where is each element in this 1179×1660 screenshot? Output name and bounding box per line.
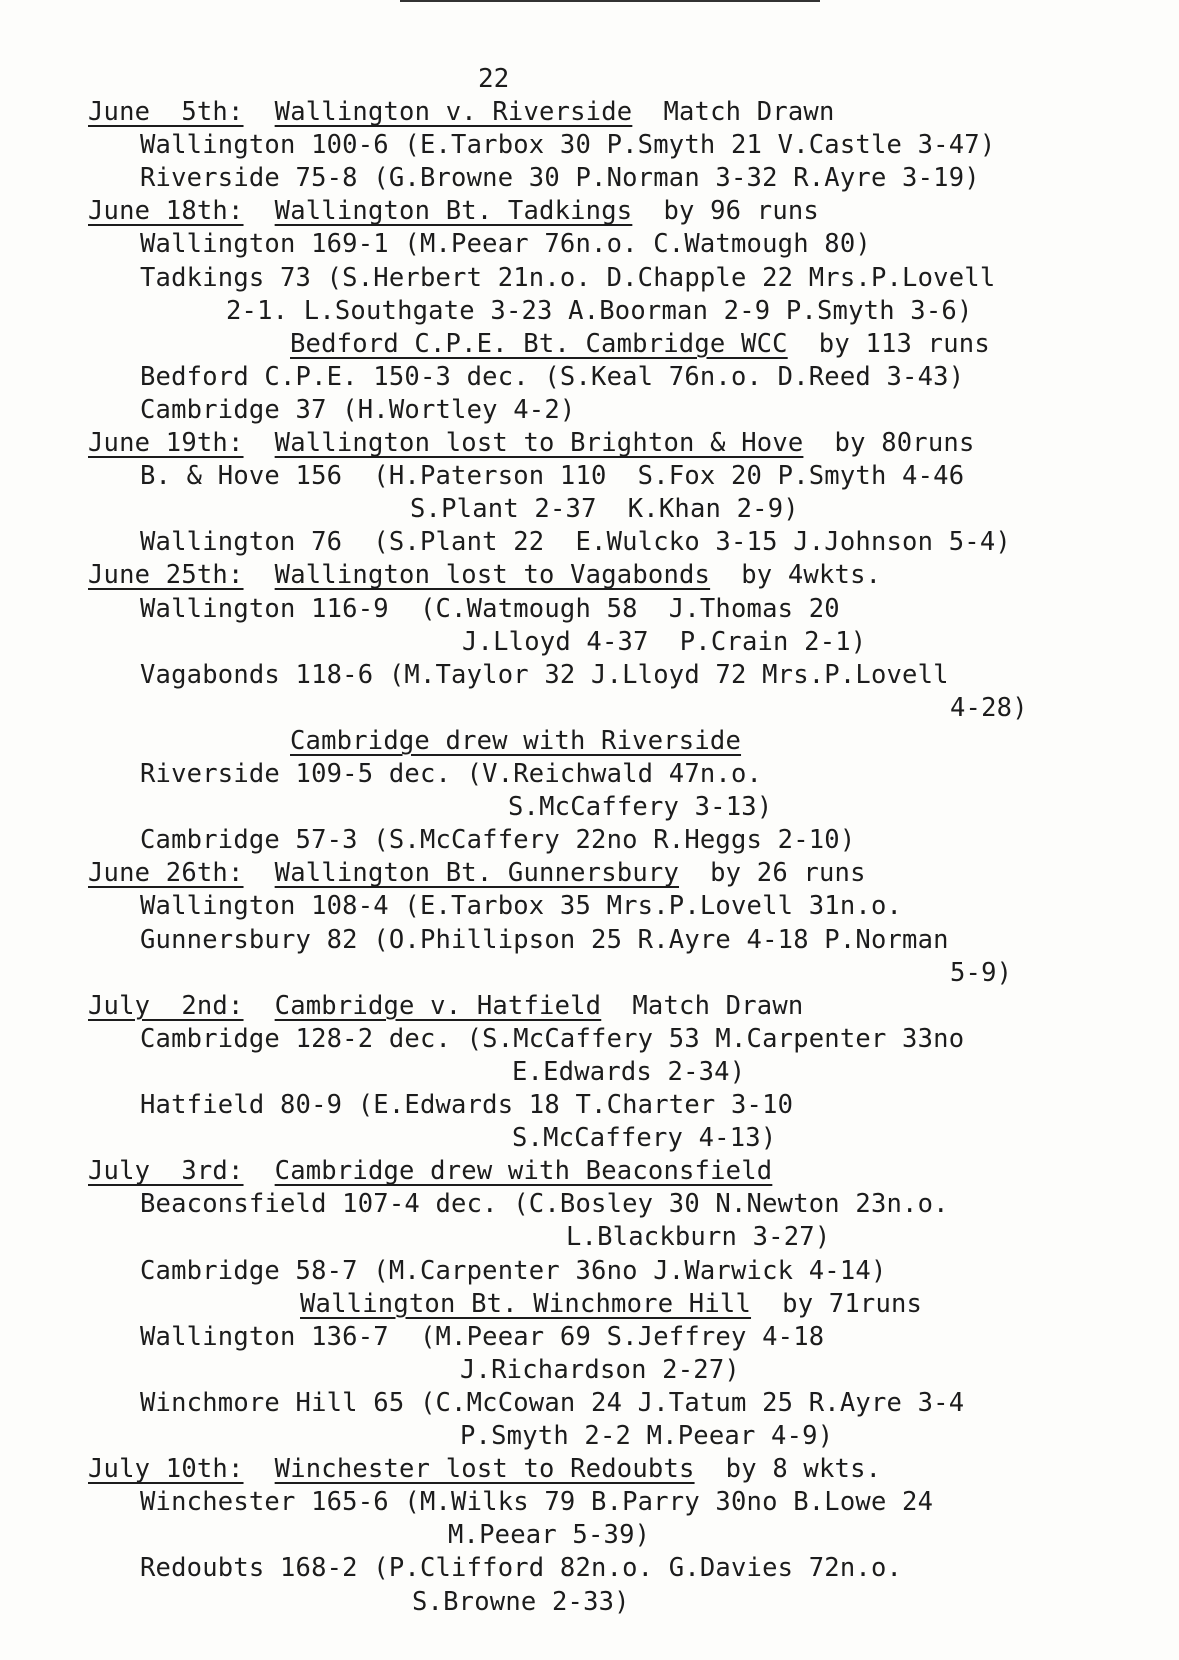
score-line: J.Lloyd 4-37 P.Crain 2-1) (462, 626, 867, 657)
score-line: 2-1. L.Southgate 3-23 A.Boorman 2-9 P.Smyth 3-6) (226, 295, 973, 326)
score-line: Riverside 75-8 (G.Browne 30 P.Norman 3-32 R.Ayre 3-19) (140, 163, 980, 194)
score-line: S.McCaffery 4-13) (512, 1123, 777, 1154)
match-date: July 10th: (88, 1454, 244, 1485)
score-line: B. & Hove 156 (H.Paterson 110 S.Fox 20 P.Smyth 4-46 (140, 461, 965, 492)
match-heading (88, 857, 866, 889)
match-date: June 19th: (88, 428, 244, 458)
match-title: Cambridge drew with Beaconsfield (274, 1156, 773, 1187)
score-line: Wallington 169-1 (M.Peear 76n.o. C.Watmough 80) (140, 229, 871, 260)
match-title: Winchester lost to Redoubts (274, 1454, 695, 1485)
score-line: Gunnersbury 82 (O.Phillipson 25 R.Ayre 4-18 P.Norman (140, 924, 949, 955)
score-line: Redoubts 168-2 (P.Clifford 82n.o. G.Davies 72n.o. (140, 1553, 903, 1584)
match-result: by 71runs (782, 1288, 923, 1319)
match-heading (290, 328, 990, 360)
score-line: Wallington 116-9 (C.Watmough 58 J.Thomas 20 (140, 593, 840, 624)
match-result: by 26 runs (710, 858, 866, 889)
match-date: June 25th: (88, 560, 244, 591)
score-line: Winchmore Hill 65 (C.McCowan 24 J.Tatum 25 R.Ayre 3-4 (140, 1387, 965, 1418)
match-title: Wallington Bt. Winchmore Hill (300, 1288, 752, 1319)
match-result: by 8 wkts. (725, 1454, 882, 1485)
score-line: J.Richardson 2-27) (460, 1354, 740, 1385)
match-heading (290, 725, 741, 757)
match-date: July 3rd: (88, 1156, 244, 1187)
match-date: July 2nd: (88, 990, 244, 1021)
match-heading (88, 96, 835, 128)
match-result: by 96 runs (663, 196, 819, 227)
match-result: Match Drawn (632, 990, 804, 1021)
score-line: Bedford C.P.E. 150-3 dec. (S.Keal 76n.o. D.Reed 3-43) (140, 361, 965, 392)
score-line: Cambridge 128-2 dec. (S.McCaffery 53 M.Carpenter 33no (140, 1023, 965, 1054)
match-heading (88, 1453, 881, 1485)
score-line: Winchester 165-6 (M.Wilks 79 B.Parry 30no B.Lowe 24 (140, 1487, 934, 1518)
match-heading (88, 990, 803, 1022)
score-line: L.Blackburn 3-27) (566, 1222, 831, 1253)
score-line: Cambridge 37 (H.Wortley 4-2) (140, 394, 576, 425)
match-title: Cambridge drew with Riverside (290, 725, 742, 756)
match-title: Wallington lost to Brighton & Hove (274, 428, 804, 458)
match-heading (88, 427, 975, 459)
score-line: Wallington 76 (S.Plant 22 E.Wulcko 3-15 J.Johnson 5-4) (140, 527, 1011, 558)
score-line: Cambridge 58-7 (M.Carpenter 36no J.Warwick 4-14) (140, 1255, 887, 1286)
score-line: Wallington 100-6 (E.Tarbox 30 P.Smyth 21 V.Castle 3-47) (140, 130, 996, 161)
match-heading (300, 1288, 922, 1320)
score-line: Tadkings 73 (S.Herbert 21n.o. D.Chapple 22 Mrs.P.Lovell (140, 262, 996, 293)
match-date: June 5th: (88, 97, 244, 127)
score-line: Cambridge 57-3 (S.McCaffery 22no R.Heggs 2-10) (140, 825, 856, 856)
match-heading (88, 195, 819, 227)
score-line: P.Smyth 2-2 M.Peear 4-9) (460, 1421, 834, 1451)
match-result: by 113 runs (818, 328, 990, 359)
score-line: Riverside 109-5 dec. (V.Reichwald 47n.o. (140, 759, 763, 789)
score-line: Wallington 136-7 (M.Peear 69 S.Jeffrey 4-18 (140, 1321, 825, 1352)
score-line: 4-28) (950, 692, 1028, 723)
match-title: Wallington v. Riverside (274, 97, 633, 127)
score-line: E.Edwards 2-34) (512, 1056, 746, 1087)
score-line: S.Browne 2-33) (412, 1586, 630, 1617)
match-title: Wallington Bt. Gunnersbury (274, 858, 680, 889)
match-title: Cambridge v. Hatfield (274, 990, 602, 1021)
match-heading (88, 1155, 772, 1187)
match-title: Wallington lost to Vagabonds (274, 560, 711, 591)
page-number: 22 (478, 64, 510, 94)
score-line: Vagabonds 118-6 (M.Taylor 32 J.Lloyd 72 Mrs.P.Lovell (140, 659, 949, 690)
match-result: by 4wkts. (741, 560, 882, 591)
score-line: S.McCaffery 3-13) (508, 792, 773, 823)
score-line: 5-9) (950, 957, 1013, 988)
score-line: Hatfield 80-9 (E.Edwards 18 T.Charter 3-10 (140, 1090, 794, 1120)
score-line: Wallington 108-4 (E.Tarbox 35 Mrs.P.Lovell 31n.o. (140, 891, 903, 922)
score-line: S.Plant 2-37 K.Khan 2-9) (410, 494, 799, 525)
match-result: by 80runs (834, 428, 975, 458)
match-result: Match Drawn (663, 97, 835, 127)
match-date: June 26th: (88, 858, 244, 889)
match-heading (88, 559, 881, 591)
match-date: June 18th: (88, 196, 244, 227)
score-line: M.Peear 5-39) (448, 1520, 651, 1551)
score-line: Beaconsfield 107-4 dec. (C.Bosley 30 N.Newton 23n.o. (140, 1189, 949, 1220)
match-title: Wallington Bt. Tadkings (274, 196, 633, 227)
match-title: Bedford C.P.E. Bt. Cambridge WCC (290, 328, 788, 359)
